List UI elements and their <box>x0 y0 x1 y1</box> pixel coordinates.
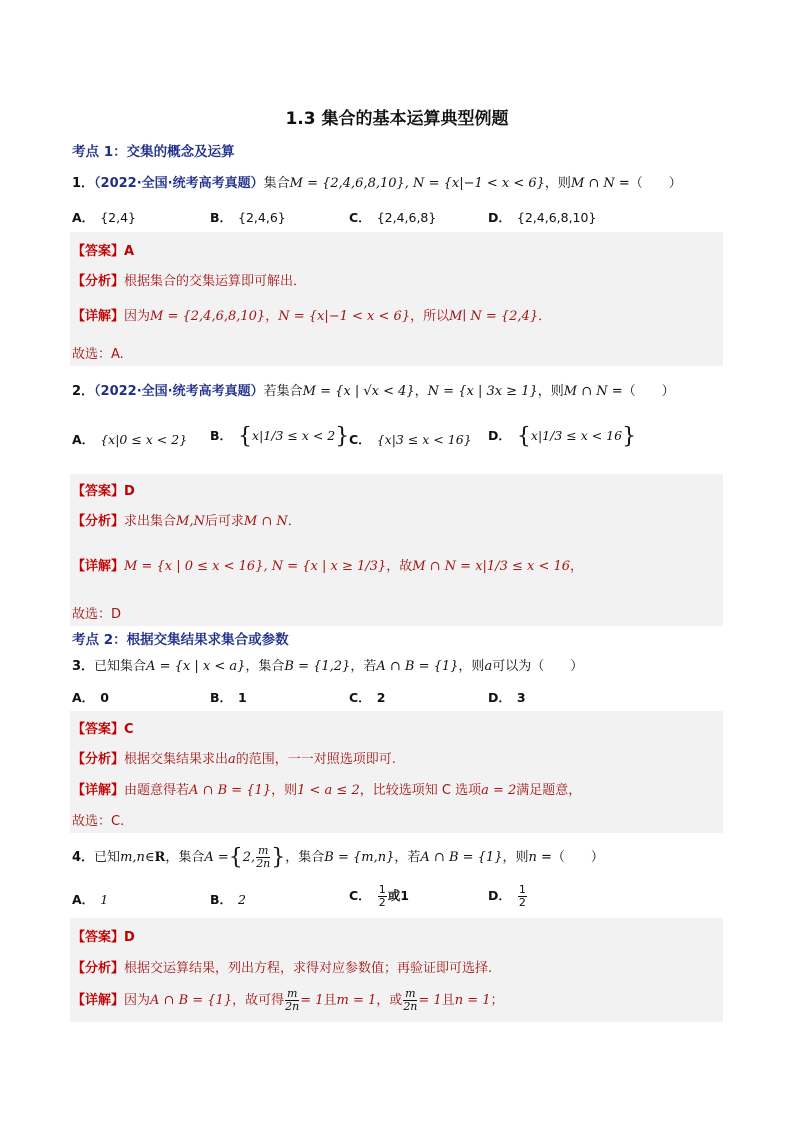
math-expression: 1 < a ≤ 2 <box>297 783 360 798</box>
answer-label: 【答案】 <box>72 484 125 499</box>
detail-row <box>72 555 583 574</box>
option-b[interactable] <box>210 424 349 449</box>
option-text: {2,4,6} <box>238 210 286 225</box>
answer-label: 【答案】 <box>72 722 125 737</box>
stem-text: ，若 <box>394 850 421 865</box>
option-c[interactable] <box>349 884 415 909</box>
math-expression: A ∩ B = {1} <box>420 850 503 865</box>
answer-value: C <box>124 722 134 737</box>
detail-text: ，比较选项知 C 选项 <box>359 783 482 798</box>
question-1-stem <box>72 172 682 191</box>
stem-text: =（ ） <box>536 850 604 865</box>
analysis-text: 根据集合的交集运算即可解出． <box>124 274 307 289</box>
detail-label: 【详解】 <box>72 559 125 574</box>
option-b[interactable] <box>210 688 253 706</box>
detail-text: 且 <box>441 993 455 1008</box>
option-letter: C． <box>349 888 371 903</box>
option-a[interactable] <box>72 430 187 448</box>
option-letter: A． <box>72 892 95 907</box>
math-expression: a <box>228 752 236 767</box>
analysis-text: 根据交集结果求出 <box>124 752 229 767</box>
option-letter: D． <box>488 888 511 903</box>
numerator: m <box>405 987 416 1000</box>
fraction <box>256 845 270 870</box>
analysis-row <box>72 270 306 289</box>
math-expression: 2, <box>242 850 256 865</box>
option-text: 1 <box>238 690 247 705</box>
option-letter: C． <box>349 210 371 225</box>
option-text: 2 <box>376 690 386 705</box>
detail-label: 【详解】 <box>72 783 125 798</box>
option-text: 3 <box>516 690 526 705</box>
math-expression: N = {x | 3x ≥ 1} <box>427 384 538 399</box>
math-expression: M = {x | 0 ≤ x < 16}, N = {x | x ≥ 1/3} <box>124 559 387 574</box>
section-heading-1: 考点 1：交集的概念及运算 <box>72 144 235 160</box>
question-source: （2022·全国·统考高考真题） <box>94 384 264 399</box>
stem-text: ，集合 <box>165 850 205 865</box>
numerator: 1 <box>378 883 386 896</box>
analysis-text: 的范围，一一对照选项即可. <box>235 752 396 767</box>
stem-text: =（ ） <box>607 384 675 399</box>
stem-text: ，则 <box>544 176 571 191</box>
stem-text: ，则 <box>458 659 485 674</box>
fraction <box>518 884 527 909</box>
stem-text: 集合 <box>263 176 290 191</box>
option-text: {x|1/3 ≤ x < 16} <box>516 424 637 449</box>
stem-text: ，则 <box>502 850 529 865</box>
math-expression: = 1 <box>300 993 324 1008</box>
analysis-label: 【分析】 <box>72 961 125 976</box>
solution-box-2 <box>70 474 723 626</box>
stem-text: 可以为（ ） <box>492 659 584 674</box>
analysis-row <box>72 748 396 767</box>
option-text: {x|3 ≤ x < 16} <box>376 432 472 447</box>
option-letter: C． <box>349 432 371 447</box>
choose-row: 故选：D <box>72 607 122 622</box>
answer-row <box>72 926 135 945</box>
numerator: m <box>258 844 269 857</box>
stem-text: 已知 <box>94 850 121 865</box>
option-letter: B． <box>210 892 233 907</box>
option-b[interactable] <box>210 890 246 908</box>
option-d[interactable] <box>488 884 528 909</box>
answer-label: 【答案】 <box>72 930 125 945</box>
math-expression: A = <box>204 850 229 865</box>
option-letter: B． <box>210 428 233 443</box>
math-expression: M∣ N = {2,4} <box>449 309 539 324</box>
question-2-stem <box>72 380 675 399</box>
option-text: 或1 <box>387 888 409 903</box>
question-source: （2022·全国·统考高考真题） <box>94 176 264 191</box>
math-expression: A = {x | x < a} <box>146 659 246 674</box>
detail-text: ，故 <box>386 559 413 574</box>
option-letter: C． <box>349 690 371 705</box>
option-text: {2,4,6,8,10} <box>516 210 597 225</box>
option-c[interactable] <box>349 208 436 226</box>
math-expression: B = {1,2} <box>284 659 351 674</box>
denominator: 2n <box>256 857 271 870</box>
question-4-stem <box>72 845 604 870</box>
fraction <box>285 988 299 1013</box>
stem-text: ， <box>414 384 428 399</box>
option-letter: B． <box>210 210 233 225</box>
stem-text: 若集合 <box>263 384 303 399</box>
answer-row <box>72 718 134 737</box>
detail-text: ， <box>570 559 584 574</box>
solution-box-3 <box>70 711 723 833</box>
option-a[interactable] <box>72 208 136 226</box>
detail-text: 因为 <box>124 309 151 324</box>
analysis-label: 【分析】 <box>72 274 125 289</box>
analysis-text: 根据交运算结果，列出方程，求得对应参数值；再验证即可选择. <box>124 961 493 976</box>
detail-row <box>72 988 504 1013</box>
answer-value: A <box>124 244 135 259</box>
option-text: 1 <box>100 892 109 907</box>
option-letter: D． <box>488 690 511 705</box>
detail-text: ， <box>265 309 279 324</box>
question-number: 3． <box>72 659 95 674</box>
detail-row <box>72 779 581 798</box>
option-d[interactable] <box>488 208 596 226</box>
answer-value: D <box>124 930 135 945</box>
real-set-symbol: R <box>154 850 166 865</box>
option-text: 0 <box>100 690 109 705</box>
detail-text: ，所以 <box>410 309 450 324</box>
option-expression: x|1/3 ≤ x < 16 <box>530 428 623 443</box>
stem-text: ，集合 <box>285 850 325 865</box>
option-c[interactable] <box>349 430 472 448</box>
fraction <box>378 884 387 909</box>
option-letter: A． <box>72 690 95 705</box>
option-d[interactable] <box>488 424 636 449</box>
math-expression: a <box>484 659 493 674</box>
analysis-label: 【分析】 <box>72 514 125 529</box>
option-b[interactable] <box>210 208 286 226</box>
denominator: 2 <box>378 896 386 909</box>
denominator: 2n <box>403 1000 418 1013</box>
question-number: 4． <box>72 850 95 865</box>
analysis-row <box>72 957 492 976</box>
page-title: 1.3 集合的基本运算典型例题 <box>285 109 509 129</box>
option-letter: D． <box>488 428 511 443</box>
math-expression: M ∩ N <box>563 384 608 399</box>
stem-text: ，若 <box>350 659 377 674</box>
math-expression: A ={2, $\frac{m}{2n}$ } <box>204 844 286 870</box>
option-text: {x|1/3 ≤ x < 2} <box>238 424 350 449</box>
fraction <box>403 988 417 1013</box>
detail-text: 满足题意， <box>516 783 582 798</box>
numerator: m <box>286 987 298 1000</box>
solution-box-1 <box>70 232 723 366</box>
denominator: 2n <box>285 1000 300 1013</box>
stem-text: ，集合 <box>245 659 285 674</box>
math-expression: M ∩ N = x|1/3 ≤ x < 16 <box>412 559 571 574</box>
detail-label: 【详解】 <box>72 993 125 1008</box>
option-text: 2 <box>238 892 246 907</box>
option-text: {2,4,6,8} <box>376 210 437 225</box>
detail-text: ，故可得 <box>232 993 285 1008</box>
math-expression: M = {2,4,6,8,10} <box>150 309 266 324</box>
detail-row <box>72 305 551 324</box>
answer-row <box>72 480 135 499</box>
detail-text: ； <box>490 993 504 1008</box>
stem-text: 已知集合 <box>94 659 147 674</box>
numerator: 1 <box>518 883 526 896</box>
detail-text: 由题意得若 <box>124 783 190 798</box>
math-expression: B = {m,n} <box>324 850 395 865</box>
math-expression: A ∩ B = {1} <box>189 783 272 798</box>
question-3-stem <box>72 655 583 674</box>
detail-text: ，则 <box>271 783 298 798</box>
stem-text: =（ ） <box>614 176 682 191</box>
section-heading-2: 考点 2：根据交集结果求集合或参数 <box>72 632 289 648</box>
math-expression: M,N <box>176 514 205 529</box>
denominator: 2 <box>518 896 526 909</box>
answer-row <box>72 240 134 259</box>
choose-row: 故选：C. <box>72 814 125 829</box>
option-a[interactable] <box>72 890 108 908</box>
option-letter: A． <box>72 210 95 225</box>
math-expression: A ∩ B = {1} <box>376 659 459 674</box>
option-text: {2,4} <box>100 210 136 225</box>
math-expression: n <box>528 850 537 865</box>
detail-text: ． <box>538 309 552 324</box>
math-expression: A ∩ B = {1} <box>150 993 233 1008</box>
option-letter: D． <box>488 210 511 225</box>
option-letter: A． <box>72 432 95 447</box>
question-number: 2． <box>72 384 95 399</box>
analysis-text: 后可求 <box>204 514 244 529</box>
math-expression: M ∩ N <box>243 514 288 529</box>
option-text: {x|0 ≤ x < 2} <box>100 432 188 447</box>
math-expression: m = 1 <box>336 993 377 1008</box>
choose-row: 故选：A. <box>72 347 124 362</box>
option-letter: B． <box>210 690 233 705</box>
option-a[interactable] <box>72 688 115 706</box>
option-d[interactable] <box>488 688 532 706</box>
answer-value: D <box>124 484 135 499</box>
detail-text: 且 <box>323 993 337 1008</box>
analysis-text: 求出集合 <box>124 514 177 529</box>
math-expression: M ∩ N <box>570 176 615 191</box>
stem-text: ，则 <box>537 384 564 399</box>
math-expression: m,n∈ <box>120 850 155 865</box>
math-expression: M = {2,4,6,8,10}, N = {x|−1 < x < 6} <box>289 176 545 191</box>
detail-text: 因为 <box>124 993 151 1008</box>
math-expression: n = 1 <box>454 993 491 1008</box>
option-c[interactable] <box>349 688 391 706</box>
analysis-row <box>72 510 301 529</box>
option-expression: x|1/3 ≤ x < 2 <box>252 428 336 443</box>
detail-label: 【详解】 <box>72 309 125 324</box>
math-expression: a = 2 <box>481 783 517 798</box>
analysis-label: 【分析】 <box>72 752 125 767</box>
detail-text: ，或 <box>376 993 403 1008</box>
question-number: 1． <box>72 176 95 191</box>
answer-label: 【答案】 <box>72 244 125 259</box>
math-expression: = 1 <box>418 993 442 1008</box>
analysis-text: ． <box>287 514 301 529</box>
math-expression: N = {x|−1 < x < 6} <box>278 309 411 324</box>
math-expression: M = {x | √x < 4} <box>302 384 415 399</box>
